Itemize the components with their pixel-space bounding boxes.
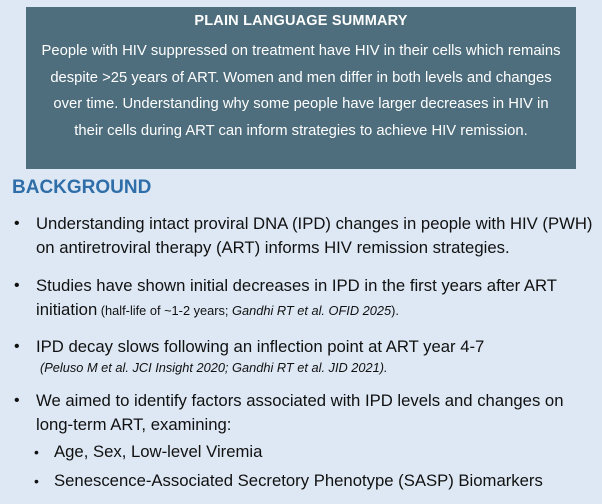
bullet-citation-suffix: ). [391,303,399,318]
bullet-citation: (Peluso M et al. JCI Insight 2020; Gandhi RT et al. JID 2021). [40,360,388,375]
bullet-dot-icon: • [14,215,20,232]
bullet-item-ipd-decay [14,335,596,377]
summary-title: PLAIN LANGUAGE SUMMARY [194,13,408,29]
bullet-dot-icon: • [34,473,39,489]
bullet-dot-icon: • [14,277,20,294]
sub-bullet-text: Senescence-Associated Secretory Phenotype (SASP) Biomarkers [54,471,543,490]
background-heading: BACKGROUND [12,177,152,198]
sub-bullet-item-sasp [34,469,594,493]
bullet-text: Understanding intact proviral DNA (IPD) changes in people with HIV (PWH) on antiretroviral therapy (ART) informs HIV remission strategies. [36,214,593,257]
plain-language-summary-box [26,7,576,169]
bullet-item-initial-decreases [14,274,596,323]
sub-bullet-item-age-sex [34,440,594,464]
bullet-dot-icon: • [14,392,20,409]
summary-text: People with HIV suppressed on treatment have HIV in their cells which remains despite >25 years of ART. Women and men differ in both levels and changes over time. Understanding why some people have larger decreases in HIV in their cells during ART can inform strategies to achieve HIV remission. [41,43,561,139]
bullet-item-aims [14,389,596,437]
bullet-item-ipd-changes [14,212,596,260]
bullet-citation-prefix: (half-life of ~1-2 years; [97,303,233,318]
bullet-citation-italic: Gandhi RT et al. OFID 2025 [232,303,392,318]
bullet-text: We aimed to identify factors associated with IPD levels and changes on long-term ART, examining: [36,391,564,434]
bullet-dot-icon: • [14,338,20,355]
sub-bullet-text: Age, Sex, Low-level Viremia [54,442,263,461]
bullet-text-wrapper [36,274,596,323]
bullet-text: Studies have shown initial decreases in IPD in the first years after ART initiation [36,276,557,319]
bullet-text: IPD decay slows following an inflection point at ART year 4-7 [36,337,485,356]
bullet-dot-icon: • [34,444,39,460]
bullet-text-wrapper [36,335,596,377]
